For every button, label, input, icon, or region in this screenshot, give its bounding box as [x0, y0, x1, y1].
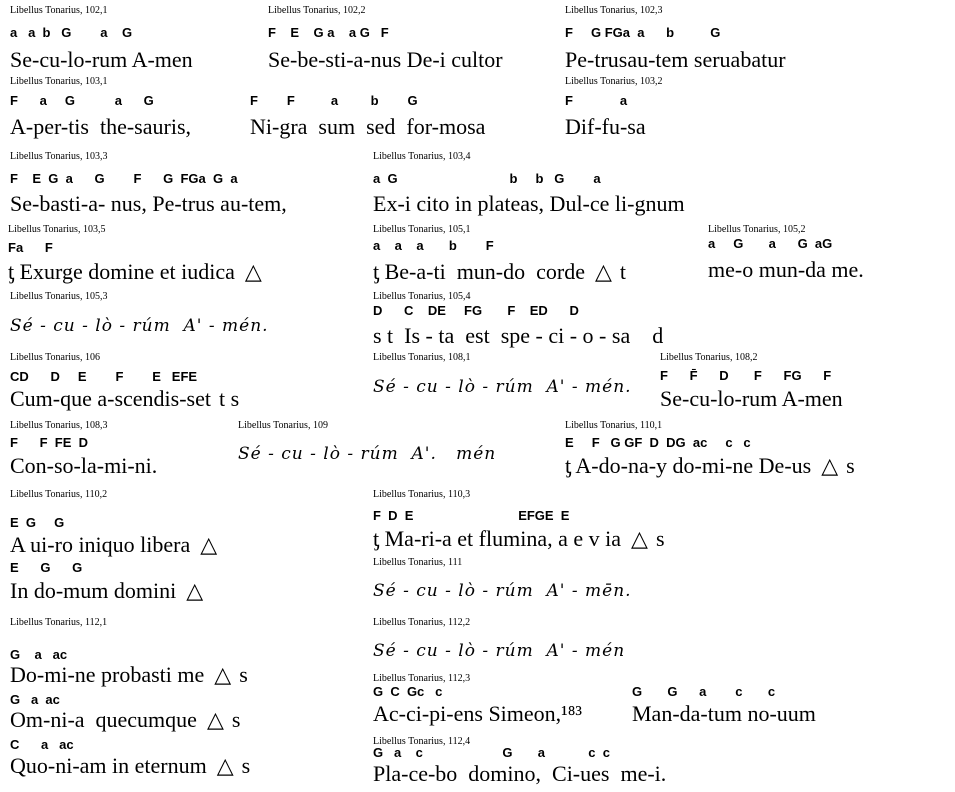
chant-text: Om-ni-a quecumque: [10, 707, 197, 732]
chant-text: A ui-ro iniquo libera: [10, 532, 191, 557]
note-letters: E F G GF D DG ac c c: [565, 435, 751, 450]
example-caption: Libellus Tonarius, 110,3: [373, 489, 471, 500]
note-letters: F E G a G F G FGa G a: [10, 171, 238, 186]
chant-text: me-o mun-da me.: [708, 257, 864, 282]
chant-text: Man-da-tum no-uum: [632, 701, 816, 726]
chant-text: Dif-fu-sa: [565, 114, 646, 139]
note-letters: G a ac: [10, 647, 68, 662]
example-caption: Libellus Tonarius, 109: [238, 420, 328, 431]
note-letters: E G G: [10, 560, 83, 575]
chant-text: A-per-tis the-sauris,: [10, 114, 192, 139]
example-caption: Libellus Tonarius, 108,3: [10, 420, 108, 431]
triangle-sign-icon: △: [595, 260, 612, 285]
example-caption: Libellus Tonarius, 108,2: [660, 352, 758, 363]
chant-text: ƫ A-do-na-y do-mi-ne De-us: [565, 453, 812, 478]
note-letters: F E G a a G F: [268, 25, 389, 40]
note-letters: F F FE D: [10, 435, 88, 450]
note-letters: F a: [565, 93, 628, 108]
note-letters: F F a b G: [250, 93, 418, 108]
note-letters: D C DE FG F ED D: [373, 303, 579, 318]
triangle-sign-icon: △: [821, 454, 839, 479]
handwritten-seculorum: Sé - cu - lò - rúm A' - mēn.: [373, 581, 632, 601]
chant-text: Se-cu-lo-rum A-men: [10, 47, 193, 72]
chant-text: Cum-que a-scendis-set: [10, 386, 211, 411]
differentia-letters: t s: [219, 386, 240, 411]
handwritten-seculorum: Sé - cu - lò - rúm A' - mén.: [10, 316, 269, 336]
example-caption: Libellus Tonarius, 105,3: [10, 291, 108, 302]
triangle-sign-icon: △: [216, 754, 234, 779]
triangle-sign-icon: △: [631, 527, 648, 552]
triangle-sign-icon: △: [206, 708, 224, 733]
example-caption: Libellus Tonarius, 108,1: [373, 352, 471, 363]
example-caption: Libellus Tonarius, 105,4: [373, 291, 471, 302]
triangle-sign-icon: △: [214, 663, 232, 688]
example-caption: Libellus Tonarius, 103,4: [373, 151, 471, 162]
note-letters: a G b b G a: [373, 171, 601, 186]
note-letters: F D E EFGE E: [373, 508, 570, 523]
triangle-sign-icon: △: [244, 260, 262, 285]
example-caption: Libellus Tonarius, 112,4: [373, 736, 471, 747]
note-letters: F a G a G: [10, 93, 154, 108]
chant-text: Pe-trusau-tem seruabatur: [565, 47, 786, 72]
chant-text: Pla-ce-bo domino, Ci-ues me-i.: [373, 761, 667, 786]
chant-text: In do-mum domini: [10, 578, 177, 603]
example-caption: Libellus Tonarius, 110,1: [565, 420, 663, 431]
differentia-letters: s: [241, 753, 251, 778]
chant-text: Con-so-la-mi-ni.: [10, 453, 158, 478]
chant-text: s t Is - ta est spe - ci - o - sa d: [373, 323, 664, 348]
chant-text: Se-be-sti-a-nus De-i cultor: [268, 47, 503, 72]
chant-text: ƫ Be-a-ti mun-do corde: [373, 259, 585, 284]
example-caption: Libellus Tonarius, 103,5: [8, 224, 106, 235]
example-caption: Libellus Tonarius, 102,3: [565, 5, 663, 16]
differentia-letters: s: [846, 453, 855, 478]
note-letters: G C Gc c: [373, 684, 443, 699]
note-letters: a G a G aG: [708, 236, 833, 251]
example-caption: Libellus Tonarius, 102,2: [268, 5, 366, 16]
note-letters: E G G: [10, 515, 65, 530]
chant-text: Quo-ni-am in eternum: [10, 753, 207, 778]
note-letters: F G FGa a b G: [565, 25, 721, 40]
example-caption: Libellus Tonarius, 112,1: [10, 617, 108, 628]
example-caption: Libellus Tonarius, 103,1: [10, 76, 108, 87]
handwritten-seculorum: Sé - cu - lò - rúm A' - mén: [373, 641, 626, 661]
note-letters: G G a c c: [632, 684, 776, 699]
example-caption: Libellus Tonarius, 111: [373, 557, 463, 568]
example-caption: Libellus Tonarius, 112,2: [373, 617, 471, 628]
example-caption: Libellus Tonarius, 105,2: [708, 224, 806, 235]
differentia-letters: s: [239, 662, 248, 687]
chant-text: ƫ Ma-ri-a et flumina, a e v ia: [373, 526, 622, 551]
note-letters: a a b G a G: [10, 25, 133, 40]
example-caption: Libellus Tonarius, 112,3: [373, 673, 471, 684]
differentia-letters: s: [655, 526, 665, 551]
chant-text: Ex-i cito in plateas, Dul-ce li-gnum: [373, 191, 685, 216]
note-letters: G a c G a c c: [373, 745, 610, 760]
note-letters: CD D E F E EFE: [10, 369, 198, 384]
chant-text: Se-cu-lo-rum A-men: [660, 386, 843, 411]
example-caption: Libellus Tonarius, 110,2: [10, 489, 108, 500]
handwritten-seculorum: Sé - cu - lò - rúm A' - mén.: [373, 377, 632, 397]
differentia-letters: s: [231, 707, 241, 732]
note-letters: Fa F: [8, 240, 53, 255]
note-letters: C a ac: [10, 737, 74, 752]
chant-text: Ac-ci-pi-ens Simeon,¹⁸³: [373, 701, 583, 726]
note-letters: G a ac: [10, 692, 60, 707]
triangle-sign-icon: △: [200, 533, 218, 558]
differentia-letters: t: [619, 259, 627, 284]
chant-text: ƫ Exurge domine et iudica: [8, 259, 235, 284]
chant-text: Se-basti-a- nus, Pe-trus au-tem,: [10, 191, 287, 216]
triangle-sign-icon: △: [186, 579, 204, 604]
example-caption: Libellus Tonarius, 102,1: [10, 5, 108, 16]
handwritten-seculorum: Sé - cu - lò - rúm A'. mén: [238, 444, 497, 464]
example-caption: Libellus Tonarius, 106: [10, 352, 100, 363]
example-caption: Libellus Tonarius, 103,3: [10, 151, 108, 162]
example-caption: Libellus Tonarius, 103,2: [565, 76, 663, 87]
example-caption: Libellus Tonarius, 105,1: [373, 224, 471, 235]
chant-text: Ni-gra sum sed for-mosa: [250, 114, 486, 139]
chant-text: Do-mi-ne probasti me: [10, 662, 205, 687]
note-letters: a a a b F: [373, 238, 494, 253]
note-letters: F F̄ D F FG F: [660, 368, 832, 383]
